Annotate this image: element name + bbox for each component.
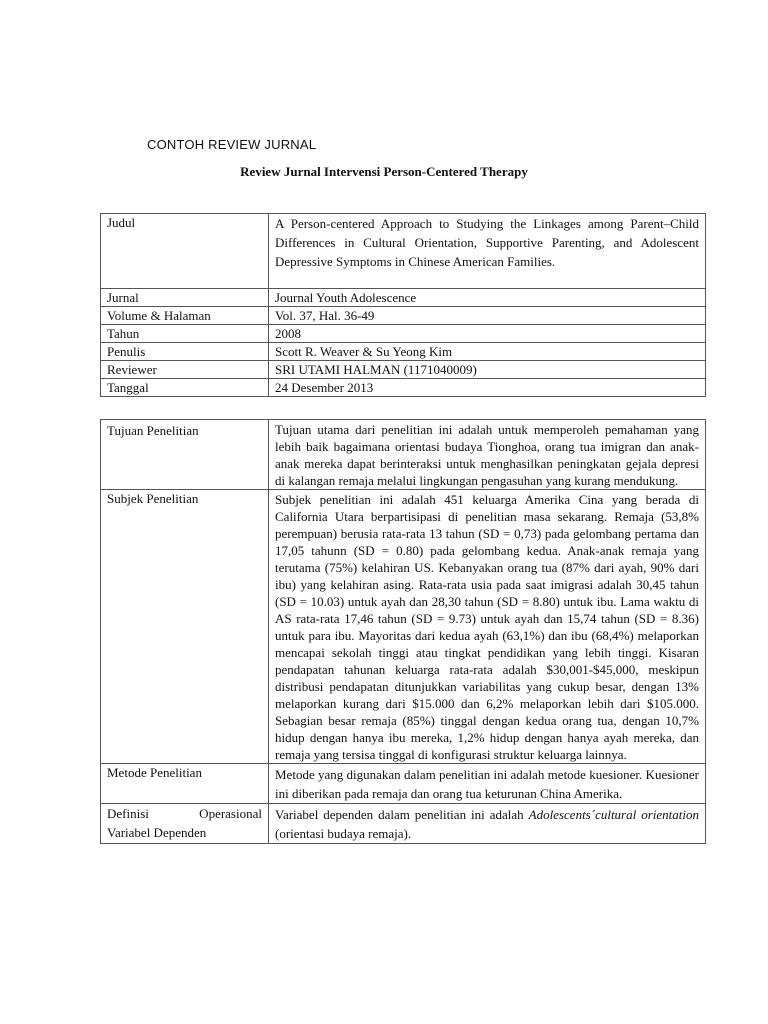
row-value-tahun: 2008 bbox=[269, 325, 706, 343]
row-value-penulis: Scott R. Weaver & Su Yeong Kim bbox=[269, 343, 706, 361]
row-value-tanggal: 24 Desember 2013 bbox=[269, 379, 706, 397]
row-value-metode: Metode yang digunakan dalam penelitian ini adalah metode kuesioner. Kuesioner ini diberikan pada remaja dan orang tua keturunan China Amerika. bbox=[269, 764, 706, 804]
row-label-penulis: Penulis bbox=[101, 343, 269, 361]
table-row bbox=[101, 361, 706, 379]
definisi-text-suffix: (orientasi budaya remaja). bbox=[275, 826, 412, 841]
document-title: Review Jurnal Intervensi Person-Centered Therapy bbox=[240, 164, 528, 179]
row-value-reviewer: SRI UTAMI HALMAN (1171040009) bbox=[269, 361, 706, 379]
definisi-text-prefix: Variabel dependen dalam penelitian ini adalah bbox=[275, 807, 529, 822]
row-value-volume: Vol. 37, Hal. 36-49 bbox=[269, 307, 706, 325]
definisi-label-line2: Variabel Dependen bbox=[107, 825, 207, 840]
definisi-text-italic: Adolescents´cultural orientation bbox=[528, 807, 699, 822]
review-table bbox=[100, 419, 706, 844]
table-row bbox=[101, 343, 706, 361]
definisi-label-line1: Definisi Operasional bbox=[107, 806, 262, 821]
row-value-tujuan: Tujuan utama dari penelitian ini adalah untuk memperoleh pemahaman yang lebih baik bagaimana orientasi budaya Tionghoa, orang tua imigran dan anak-anak mereka dapat berinteraksi untuk menghasilkan peningkatan gejala depresi di kalangan remaja melalui lingkungan pengasuhan yang kurang mendukung. bbox=[269, 420, 706, 490]
table-row bbox=[101, 325, 706, 343]
table-row bbox=[101, 214, 706, 289]
row-value-subjek: Subjek penelitian ini adalah 451 keluarga Amerika Cina yang berada di California Utara berpartisipasi di penelitian masa sekarang. Remaja (53,8% perempuan) berusia rata-rata 13 tahun (SD = 0,73) pada gelombang pertama dan 17,05 tahunn (SD = 0.80) pada gelombang kedua. Anak-anak remaja yang terutama (75%) kelahiran US. Kebanyakan orang tua (87% dari ayah, 90% dari ibu) yang kelahiran asing. Rata-rata usia pada saat imigrasi adalah 30,45 tahun (SD = 10.03) untuk ayah dan 28,30 tahun (SD = 8.80) untuk ibu. Lama waktu di AS rata-rata 17,46 tahun (SD = 9.73) untuk ayah dan 15,74 tahun (SD = 8.36) untuk para ibu. Mayoritas dari kedua ayah (63,1%) dan ibu (68,4%) melaporkan mencapai sekolah tinggi atau tingkat pendidikan yang lebih tinggi. Kisaran pendapatan tahunan keluarga rata-rata adalah $30,001-$45,000, meskipun distribusi pendapatan ditunjukkan variabilitas yang cukup besar, dengan 13% melaporkan kurang dari $15.000 dan 6,2% melaporkan lebih dari $105.000. Sebagian besar remaja (85%) tinggal dengan kedua orang tua, dengan 10,7% hidup dengan hanya ibu mereka, 1,2% hidup dengan hanya ayah mereka, dan remaja yang tersisa tinggal di konfigurasi struktur keluarga lainnya. bbox=[269, 490, 706, 764]
row-label-definisi bbox=[101, 804, 269, 844]
document-heading: CONTOH REVIEW JURNAL bbox=[147, 137, 317, 152]
row-label-jurnal: Jurnal bbox=[101, 289, 269, 307]
row-label-judul: Judul bbox=[101, 214, 269, 289]
row-label-tanggal: Tanggal bbox=[101, 379, 269, 397]
table-row bbox=[101, 289, 706, 307]
row-label-metode: Metode Penelitian bbox=[101, 764, 269, 804]
row-label-volume: Volume & Halaman bbox=[101, 307, 269, 325]
row-value-judul: A Person-centered Approach to Studying the Linkages among Parent–Child Differences in Cultural Orientation, Supportive Parenting, and Adolescent Depressive Symptoms in Chinese American Families. bbox=[269, 214, 706, 289]
table-row bbox=[101, 764, 706, 804]
row-label-tujuan: Tujuan Penelitian bbox=[101, 420, 269, 490]
table-row bbox=[101, 490, 706, 764]
row-label-tahun: Tahun bbox=[101, 325, 269, 343]
table-row bbox=[101, 379, 706, 397]
row-value-jurnal: Journal Youth Adolescence bbox=[269, 289, 706, 307]
row-label-reviewer: Reviewer bbox=[101, 361, 269, 379]
table-row bbox=[101, 307, 706, 325]
row-value-definisi bbox=[269, 804, 706, 844]
table-row bbox=[101, 804, 706, 844]
table-row bbox=[101, 420, 706, 490]
info-table bbox=[100, 213, 706, 397]
row-label-subjek: Subjek Penelitian bbox=[101, 490, 269, 764]
